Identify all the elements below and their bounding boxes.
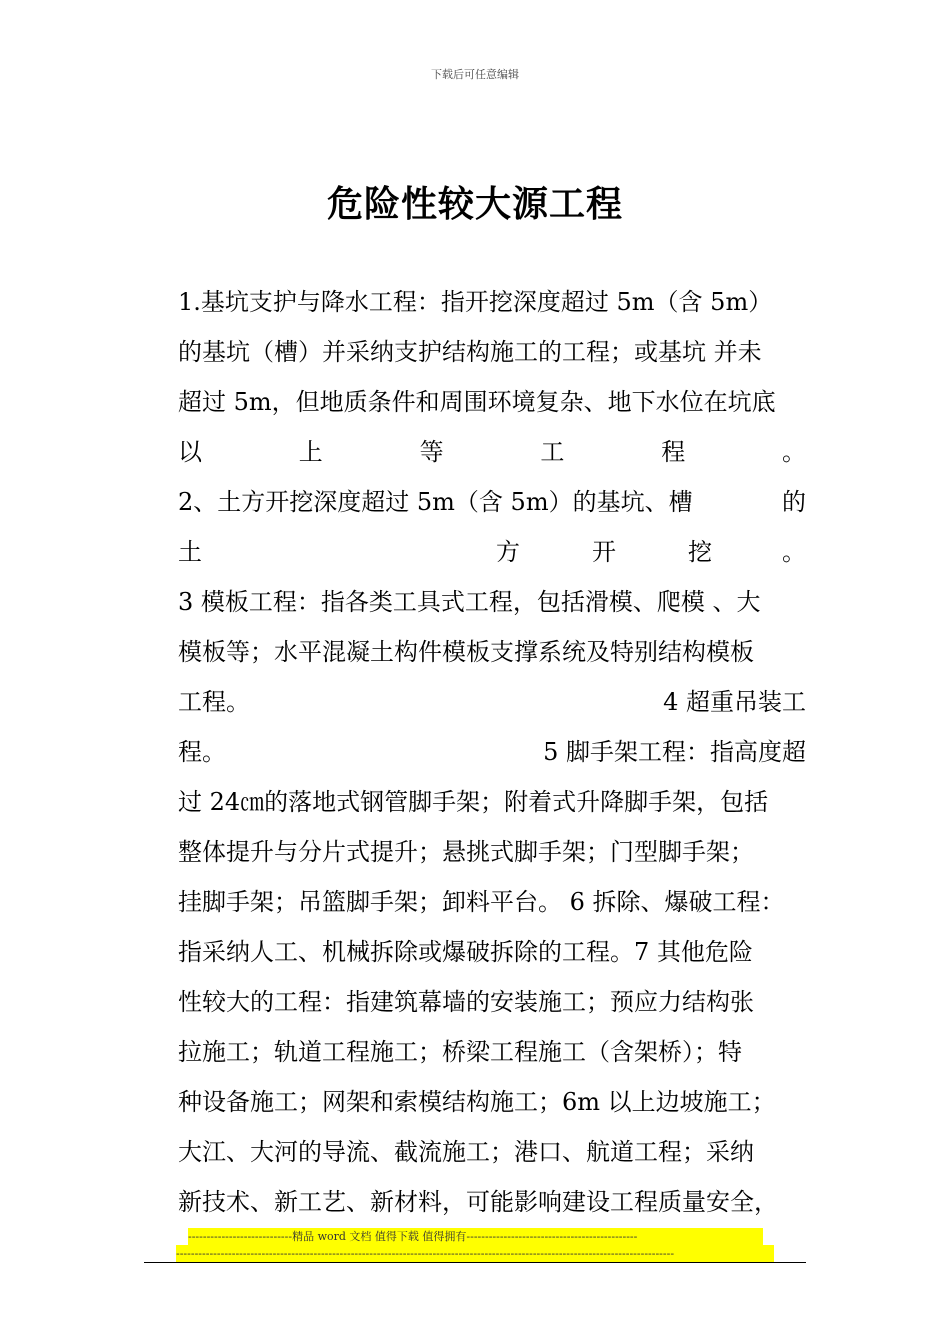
line-segment: 程: [661, 438, 686, 466]
body-line: 新技术、新工艺、新材料，可能影响建设工程质量安全，: [178, 1188, 778, 1216]
body-line: 的基坑（槽）并采纳支护结构施工的工程；或基坑 并未: [178, 338, 762, 366]
line-segment: 等: [419, 438, 444, 466]
body-line: 超过 5m，但地质条件和周围环境复杂、地下水位在坑底: [178, 388, 776, 416]
line-segment: 工: [540, 438, 565, 466]
body-line: 大江、大河的导流、截流施工；港口、航道工程；采纳: [178, 1138, 754, 1166]
body-line-justified: [178, 527, 806, 577]
line-segment: 方: [496, 538, 520, 566]
line-segment: 工程。: [178, 688, 250, 716]
footer-dashes: --------------------------------------------------------------------------------------------------------------------------------------: [176, 1245, 774, 1262]
page-header: 下载后可任意编辑: [431, 68, 519, 81]
body-line-justified: [178, 427, 806, 477]
line-segment: 2、土方开挖深度超过 5m（含 5m）的基坑、槽: [178, 488, 693, 516]
body-line: 整体提升与分片式提升；悬挑式脚手架；门型脚手架；: [178, 838, 754, 866]
line-segment: 程。: [178, 738, 226, 766]
line-segment: 4 超重吊装工: [663, 688, 806, 716]
body-line: 性较大的工程：指建筑幕墙的安装施工；预应力结构张: [178, 988, 754, 1016]
line-segment: 开: [592, 538, 616, 566]
line-segment: 的: [782, 488, 806, 516]
line-segment: 。: [781, 438, 806, 466]
body-line: 3 模板工程：指各类工具式工程，包括滑模、爬模 、大: [178, 588, 761, 616]
body-line-justified: [178, 477, 806, 527]
footer-banner: ----------------------------精品 word 文档 值得下载 值得拥有----------------------------------------------: [188, 1228, 763, 1245]
line-segment: 挖: [688, 538, 712, 566]
body-line: 指采纳人工、机械拆除或爆破拆除的工程。7 其他危险: [178, 938, 753, 966]
body-line: 过 24㎝的落地式钢管脚手架；附着式升降脚手架，包括: [178, 788, 769, 816]
body-line-justified: [178, 727, 806, 777]
footer-rule: [144, 1262, 806, 1263]
body-line: 1.基坑支护与降水工程：指开挖深度超过 5m（含 5m）: [178, 288, 773, 316]
body-line: 模板等；水平混凝土构件模板支撑系统及特别结构模板: [178, 638, 754, 666]
line-segment: 上: [298, 438, 323, 466]
page-footer: [176, 1228, 774, 1262]
line-segment: 5 脚手架工程：指高度超: [543, 738, 806, 766]
body-line-justified: [178, 677, 806, 727]
line-segment: 以: [178, 438, 202, 466]
line-segment: 。: [782, 538, 806, 566]
body-line: 种设备施工；网架和索模结构施工；6m 以上边坡施工；: [178, 1088, 776, 1116]
body-line: 拉施工；轨道工程施工；桥梁工程施工（含架桥）；特: [178, 1038, 742, 1066]
line-segment: 土: [178, 538, 202, 566]
body-line: 挂脚手架；吊篮脚手架；卸料平台。 6 拆除、爆破工程：: [178, 888, 785, 916]
document-title: 危险性较大源工程: [326, 184, 623, 225]
body-text: [178, 277, 806, 1227]
